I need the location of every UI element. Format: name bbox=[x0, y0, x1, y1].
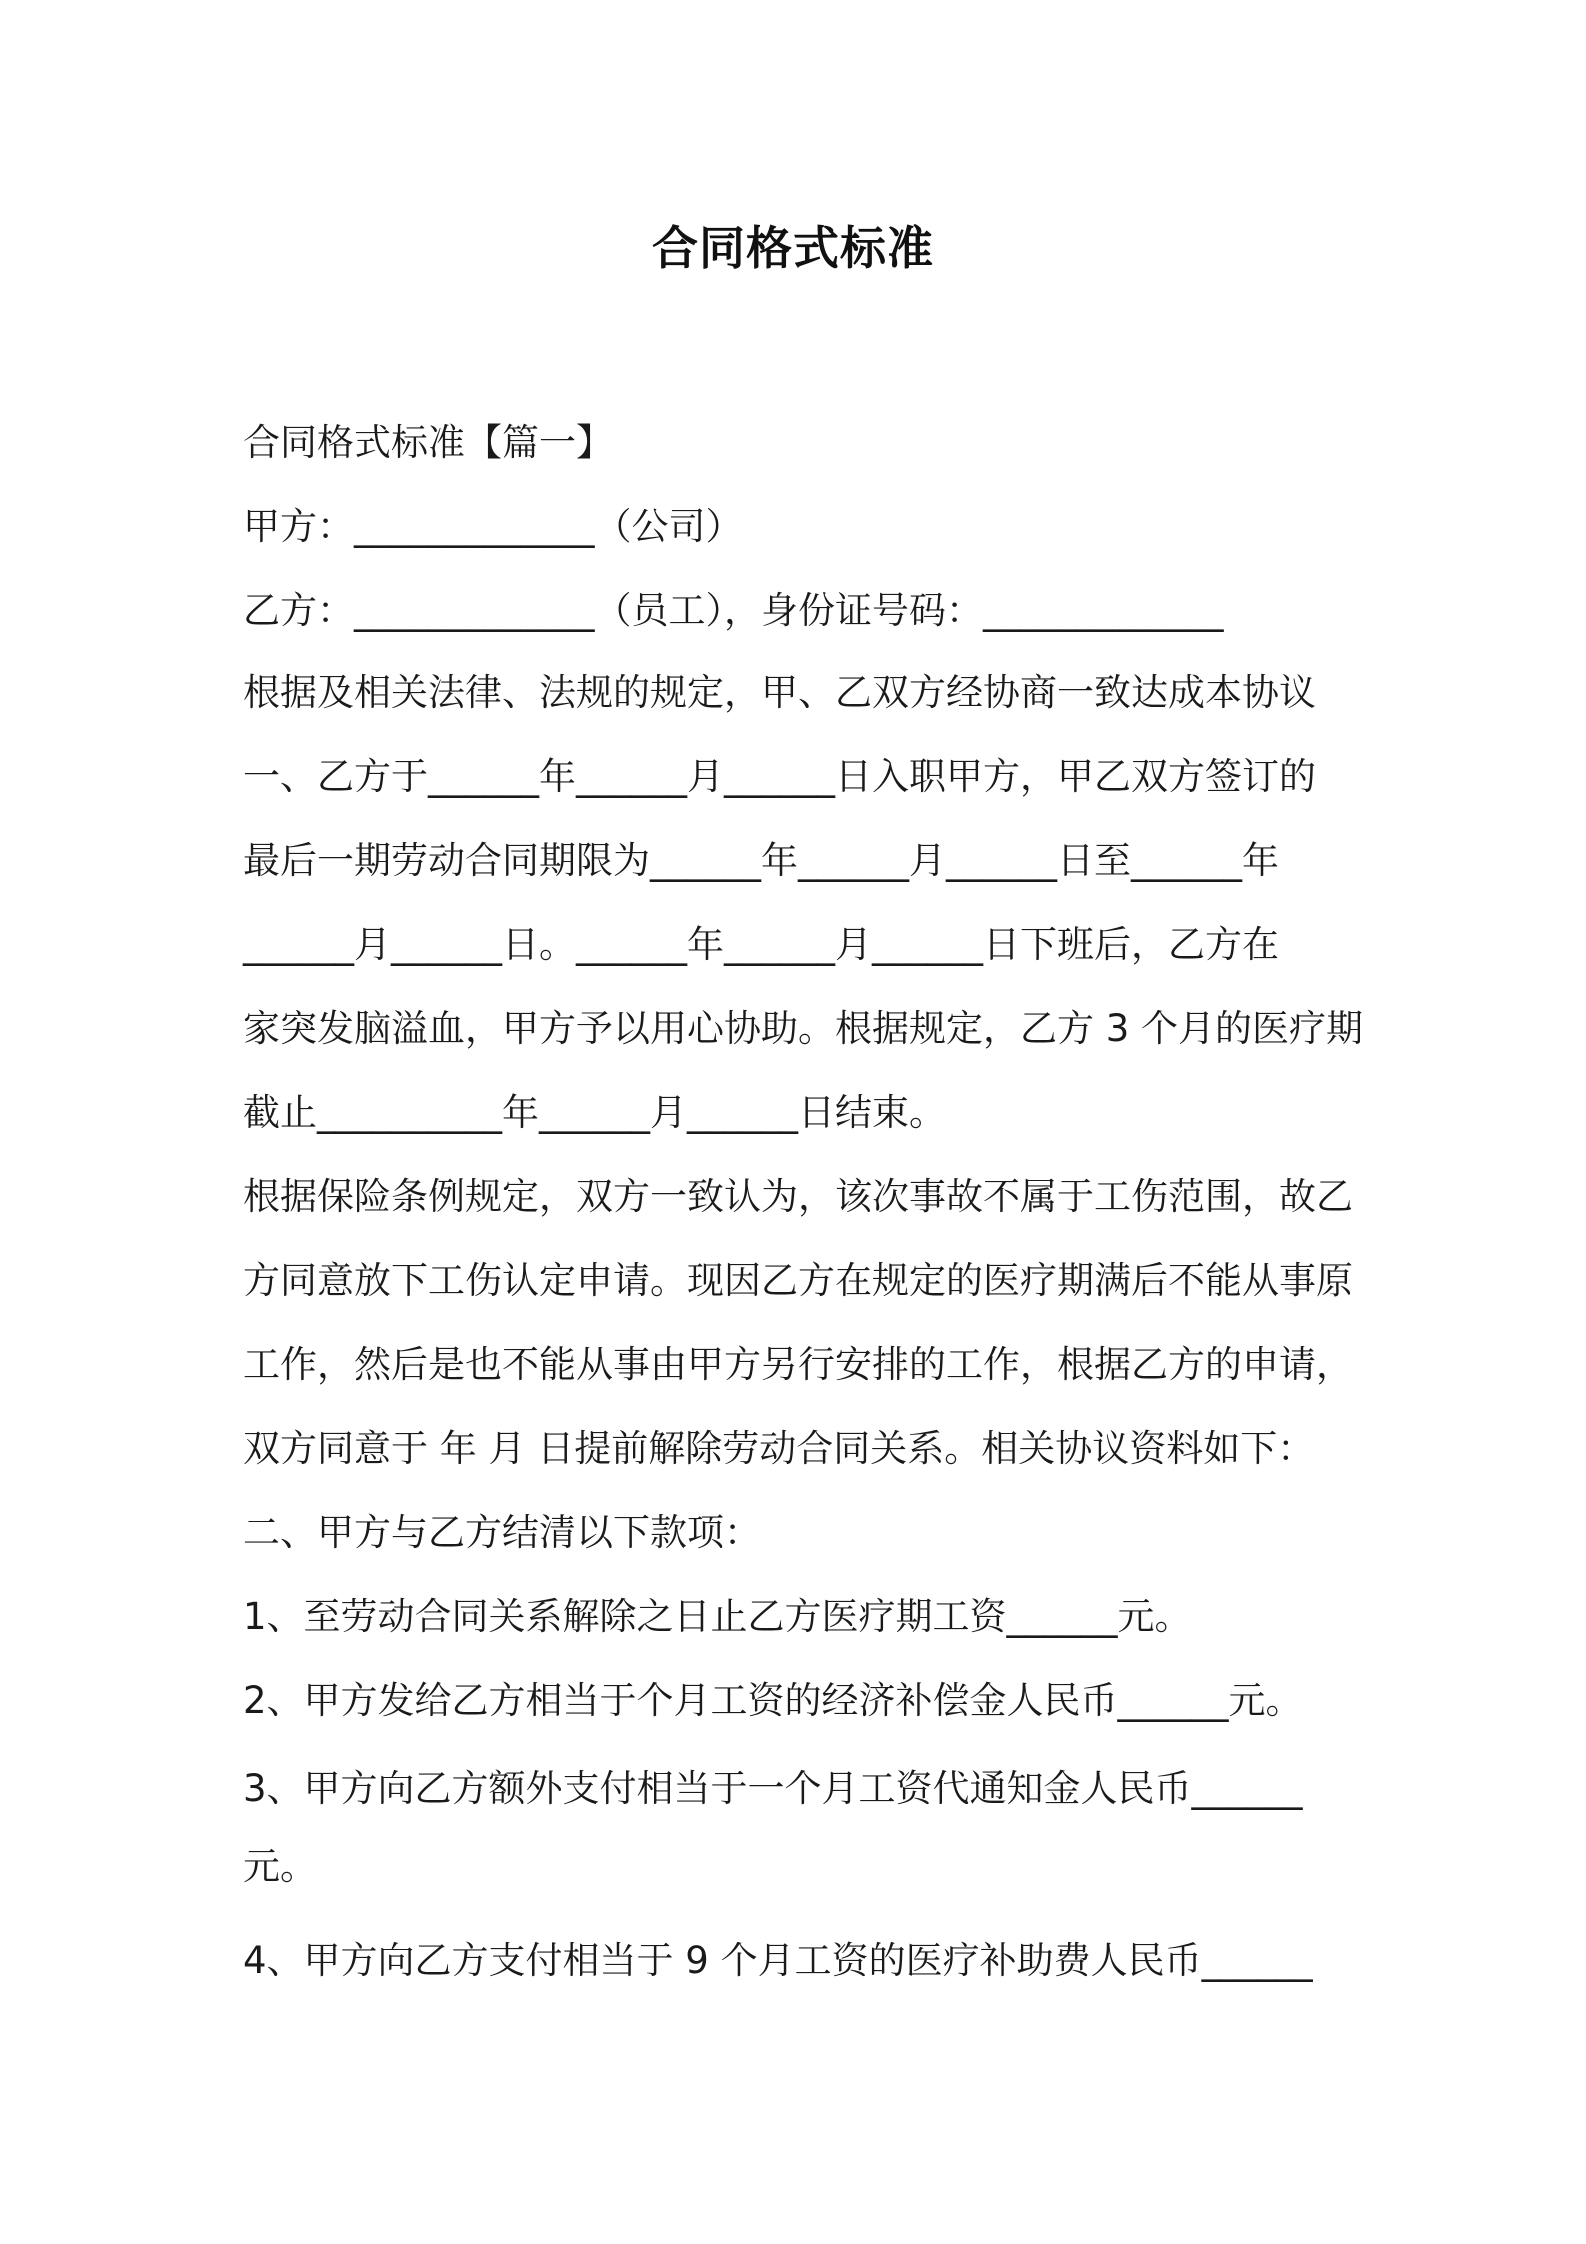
paragraph-line-3: 工作，然后是也不能从事由甲方另行安排的工作，根据乙方的申请， bbox=[243, 1343, 1353, 1386]
clause-one-line-2: 最后一期劳动合同期限为______年______月______日至______年 bbox=[243, 839, 1279, 882]
paragraph-line-4: 双方同意于 年 月 日提前解除劳动合同关系。相关协议资料如下： bbox=[243, 1427, 1315, 1470]
clause-one-line-4: 家突发脑溢血，甲方予以用心协助。根据规定，乙方 3 个月的医疗期 bbox=[243, 1007, 1364, 1050]
clause-one-line-1: 一、乙方于______年______月______日入职甲方，甲乙双方签订的 bbox=[243, 755, 1316, 798]
document-title: 合同格式标准 bbox=[652, 221, 934, 275]
item-3-line-2: 元。 bbox=[243, 1845, 317, 1888]
paragraph-line-1: 根据保险条例规定，双方一致认为，该次事故不属于工伤范围，故乙 bbox=[243, 1175, 1353, 1218]
party-b-line: 乙方：_____________（员工），身份证号码：_____________ bbox=[243, 589, 1224, 632]
section-heading: 合同格式标准【篇一】 bbox=[243, 421, 613, 464]
item-4-line: 4、甲方向乙方支付相当于 9 个月工资的医疗补助费人民币______ bbox=[243, 1939, 1313, 1982]
item-1-line: 1、至劳动合同关系解除之日止乙方医疗期工资______元。 bbox=[243, 1595, 1192, 1638]
party-a-line: 甲方：_____________（公司） bbox=[243, 505, 743, 548]
clause-one-line-3: ______月______日。______年______月______日下班后，乙方在 bbox=[243, 923, 1279, 966]
preamble-line: 根据及相关法律、法规的规定，甲、乙双方经协商一致达成本协议 bbox=[243, 671, 1316, 714]
paragraph-line-2: 方同意放下工伤认定申请。现因乙方在规定的医疗期满后不能从事原 bbox=[243, 1259, 1353, 1302]
clause-one-line-5: 截止__________年______月______日结束。 bbox=[243, 1091, 946, 1134]
clause-two-heading: 二、甲方与乙方结清以下款项： bbox=[243, 1511, 761, 1554]
item-2-line: 2、甲方发给乙方相当于个月工资的经济补偿金人民币______元。 bbox=[243, 1679, 1303, 1722]
item-3-line-1: 3、甲方向乙方额外支付相当于一个月工资代通知金人民币______ bbox=[243, 1767, 1303, 1810]
